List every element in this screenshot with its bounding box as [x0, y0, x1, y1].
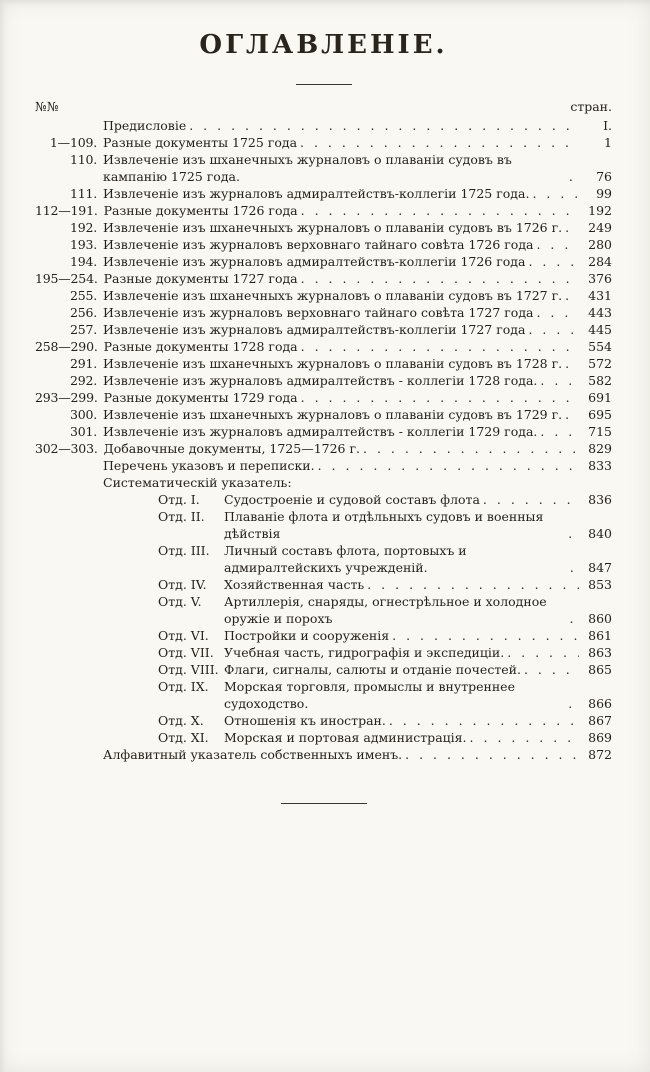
- toc-subentry: [35, 542, 612, 576]
- entry-page-number: 872: [588, 747, 612, 762]
- entry-page-number: 691: [588, 390, 612, 405]
- dot-leader: [470, 729, 579, 746]
- entry-title: Судостроеніе и судовой составъ флота: [224, 492, 480, 507]
- entry-page-number: 1: [604, 135, 612, 150]
- toc-subentry: [35, 627, 612, 644]
- dot-leader: [318, 457, 579, 474]
- toc-subentry: [35, 661, 612, 678]
- dot-leader: [367, 576, 579, 593]
- dot-leader: [565, 287, 579, 304]
- toc-subentry: [35, 712, 612, 729]
- page-title: ОГЛАВЛЕНІЕ.: [199, 30, 448, 60]
- entry-title: Личный составъ флота, портовыхъ и адмиралтейскихъ учрежденій.: [224, 543, 467, 575]
- entry-page-number: 866: [588, 696, 612, 711]
- entry-page-number: 376: [588, 271, 612, 286]
- entry-number: 195—254.: [35, 271, 98, 286]
- entry-title: Морская и портовая администрація.: [224, 730, 467, 745]
- entry-page-number: 695: [588, 407, 612, 422]
- entry-title: Разные документы 1727 года: [103, 271, 298, 286]
- entry-title: Извлеченіе изъ журналовъ верховнаго тайнаго совѣта 1727 года: [103, 305, 534, 320]
- toc-entry: [35, 253, 612, 270]
- dot-leader: [536, 236, 579, 253]
- entry-number: 112—191.: [35, 203, 98, 218]
- entry-number: 193.: [69, 237, 97, 252]
- dot-leader: [528, 253, 579, 270]
- toc-subentry: [35, 508, 612, 542]
- subsection-label: Отд. V.: [158, 594, 202, 609]
- entry-title: Алфавитный указатель собственныхъ именъ.: [103, 747, 403, 762]
- entry-page-number: 847: [588, 560, 612, 575]
- entry-number: 194.: [69, 254, 97, 269]
- entry-page-number: 867: [588, 713, 612, 728]
- entry-page-number: 554: [588, 339, 612, 354]
- dot-leader: [189, 117, 579, 134]
- entry-page-number: 99: [596, 186, 612, 201]
- entry-number: 192.: [69, 220, 97, 235]
- entry-title: Разные документы 1729 года: [103, 390, 298, 405]
- subsection-label: Отд. VII.: [158, 645, 214, 660]
- entry-page-number: 865: [588, 662, 612, 677]
- dot-leader: [570, 610, 579, 627]
- dot-leader: [536, 304, 579, 321]
- entry-number: 110.: [69, 152, 97, 167]
- dot-leader: [570, 559, 579, 576]
- toc-entry: [35, 321, 612, 338]
- toc-entry: [35, 117, 612, 134]
- dot-leader: [528, 321, 579, 338]
- toc-entry: [35, 287, 612, 304]
- entry-title: Извлеченіе изъ журналовъ адмиралтействъ - коллегіи 1729 года.: [103, 424, 538, 439]
- toc-entry: [35, 270, 612, 287]
- entry-page-number: 280: [588, 237, 612, 252]
- toc-subentry: [35, 491, 612, 508]
- dot-leader: [301, 338, 579, 355]
- entry-title: Извлеченіе изъ журналовъ адмиралтействъ - коллегіи 1728 года.: [103, 373, 538, 388]
- toc-entry: [35, 423, 612, 440]
- entry-page-number: 76: [596, 169, 612, 184]
- subsection-label: Отд. VI.: [158, 628, 209, 643]
- entry-page-number: 249: [588, 220, 612, 235]
- subsection-label: Отд. III.: [158, 543, 210, 558]
- toc-entry: [35, 355, 612, 372]
- entry-title: Извлеченіе изъ шханечныхъ журналовъ о плаваніи судовъ въ 1728 г.: [103, 356, 563, 371]
- dot-leader: [405, 746, 579, 763]
- toc-entry: [35, 304, 612, 321]
- entry-number: 300.: [69, 407, 97, 422]
- dot-leader: [507, 644, 579, 661]
- toc-entry: [35, 406, 612, 423]
- entry-title: Постройки и сооруженія: [224, 628, 390, 643]
- entry-page-number: 443: [588, 305, 612, 320]
- entry-title: Извлеченіе изъ журналовъ адмиралтействъ-коллегіи 1727 года: [103, 322, 526, 337]
- toc-subentry: [35, 678, 612, 712]
- entry-title: Извлеченіе изъ шханечныхъ журналовъ о плаваніи судовъ въ 1726 г.: [103, 220, 563, 235]
- entry-title: Предисловіе: [103, 118, 187, 133]
- toc-entry: [35, 372, 612, 389]
- footer-divider: [281, 803, 367, 804]
- entry-title: Учебная часть, гидрографія и экспедиціи.: [224, 645, 505, 660]
- dot-leader: [568, 525, 579, 542]
- entry-number: 255.: [69, 288, 97, 303]
- dot-leader: [532, 185, 579, 202]
- numbers-column-header: №№: [35, 99, 59, 114]
- toc-subentry: [35, 576, 612, 593]
- toc-subentry: [35, 593, 612, 627]
- toc-entry: [35, 219, 612, 236]
- entry-title: Разные документы 1725 года: [103, 135, 298, 150]
- entry-number: 292.: [69, 373, 97, 388]
- entry-title: Разные документы 1728 года: [103, 339, 298, 354]
- toc-entry: [35, 338, 612, 355]
- entry-page-number: 840: [588, 526, 612, 541]
- dot-leader: [389, 712, 579, 729]
- entry-page-number: 833: [588, 458, 612, 473]
- dot-leader: [363, 440, 579, 457]
- entry-page-number: 861: [588, 628, 612, 643]
- entry-title: Извлеченіе изъ журналовъ верховнаго тайнаго совѣта 1726 года: [103, 237, 534, 252]
- entry-number: 258—290.: [35, 339, 98, 354]
- subsection-label: Отд. I.: [158, 492, 200, 507]
- entry-page-number: 853: [588, 577, 612, 592]
- toc-subentry: [35, 644, 612, 661]
- dot-leader: [540, 423, 579, 440]
- dot-leader: [565, 355, 579, 372]
- toc-entry: [35, 474, 612, 491]
- dot-leader: [565, 219, 579, 236]
- entry-title: Извлеченіе изъ шханечныхъ журналовъ о плаваніи судовъ въ 1729 г.: [103, 407, 563, 422]
- entry-number: 291.: [69, 356, 97, 371]
- entry-title: Добавочные документы, 1725—1726 г.: [103, 441, 361, 456]
- entry-title: Извлеченіе изъ шханечныхъ журналовъ о плаваніи судовъ въ кампанію 1725 года.: [103, 152, 512, 184]
- entry-number: 111.: [69, 186, 97, 201]
- dot-leader: [569, 168, 579, 185]
- entry-number: 256.: [69, 305, 97, 320]
- dot-leader: [540, 372, 579, 389]
- dot-leader: [568, 695, 579, 712]
- entry-title: Перечень указовъ и переписки.: [103, 458, 315, 473]
- toc-subentry: [35, 729, 612, 746]
- columns-header: [35, 99, 612, 114]
- entry-page-number: I.: [603, 118, 612, 133]
- title-divider: [296, 84, 352, 85]
- entry-title: Отношенія къ иностран.: [224, 713, 386, 728]
- dot-leader: [300, 134, 579, 151]
- toc-entry: [35, 746, 612, 763]
- entry-page-number: 572: [588, 356, 612, 371]
- entry-number: 301.: [69, 424, 97, 439]
- entry-title: Разные документы 1726 года: [103, 203, 298, 218]
- entry-title: Морская торговля, промыслы и внутреннее судоходство.: [224, 679, 515, 711]
- dot-leader: [301, 389, 579, 406]
- entry-title: Флаги, сигналы, салюты и отданіе почестей.: [224, 662, 521, 677]
- dot-leader: [301, 270, 579, 287]
- entry-page-number: 431: [588, 288, 612, 303]
- toc-entry: [35, 457, 612, 474]
- subsection-label: Отд. II.: [158, 509, 205, 524]
- subsection-label: Отд. X.: [158, 713, 204, 728]
- entry-title: Извлеченіе изъ шханечныхъ журналовъ о плаваніи судовъ въ 1727 г.: [103, 288, 563, 303]
- pages-column-header: стран.: [570, 99, 612, 114]
- entry-title: Артиллерія, снаряды, огнестрѣльное и холодное оружіе и порохъ: [224, 594, 547, 626]
- entry-page-number: 829: [588, 441, 612, 456]
- dot-leader: [565, 406, 579, 423]
- subsection-label: Отд. XI.: [158, 730, 209, 745]
- entry-page-number: 869: [588, 730, 612, 745]
- entry-number: 302—303.: [35, 441, 98, 456]
- entry-title: Систематическій указатель:: [103, 475, 292, 490]
- subsection-label: Отд. IV.: [158, 577, 207, 592]
- entry-number: 1—109.: [49, 135, 97, 150]
- toc-entry: [35, 202, 612, 219]
- toc-entry: [35, 185, 612, 202]
- entry-page-number: 445: [588, 322, 612, 337]
- dot-leader: [483, 491, 579, 508]
- entry-page-number: 192: [588, 203, 612, 218]
- entry-page-number: 836: [588, 492, 612, 507]
- dot-leader: [524, 661, 579, 678]
- entry-number: 293—299.: [35, 390, 98, 405]
- entry-page-number: 715: [588, 424, 612, 439]
- entry-title: Хозяйственная часть: [224, 577, 365, 592]
- toc-entry: [35, 134, 612, 151]
- toc-entry: [35, 151, 612, 185]
- subsection-label: Отд. VIII.: [158, 662, 219, 677]
- entry-page-number: 284: [588, 254, 612, 269]
- entry-page-number: 863: [588, 645, 612, 660]
- subsection-label: Отд. IX.: [158, 679, 209, 694]
- entry-title: Извлеченіе изъ журналовъ адмиралтействъ-коллегіи 1726 года: [103, 254, 526, 269]
- dot-leader: [301, 202, 579, 219]
- entry-number: 257.: [69, 322, 97, 337]
- toc-entry: [35, 389, 612, 406]
- entry-title: Плаваніе флота и отдѣльныхъ судовъ и военныя дѣйствія: [224, 509, 544, 541]
- entry-title: Извлеченіе изъ журналовъ адмиралтействъ-коллегіи 1725 года.: [103, 186, 530, 201]
- toc-entry: [35, 440, 612, 457]
- toc-entry: [35, 236, 612, 253]
- entry-page-number: 860: [588, 611, 612, 626]
- dot-leader: [392, 627, 579, 644]
- entry-page-number: 582: [588, 373, 612, 388]
- toc-list: [35, 117, 612, 763]
